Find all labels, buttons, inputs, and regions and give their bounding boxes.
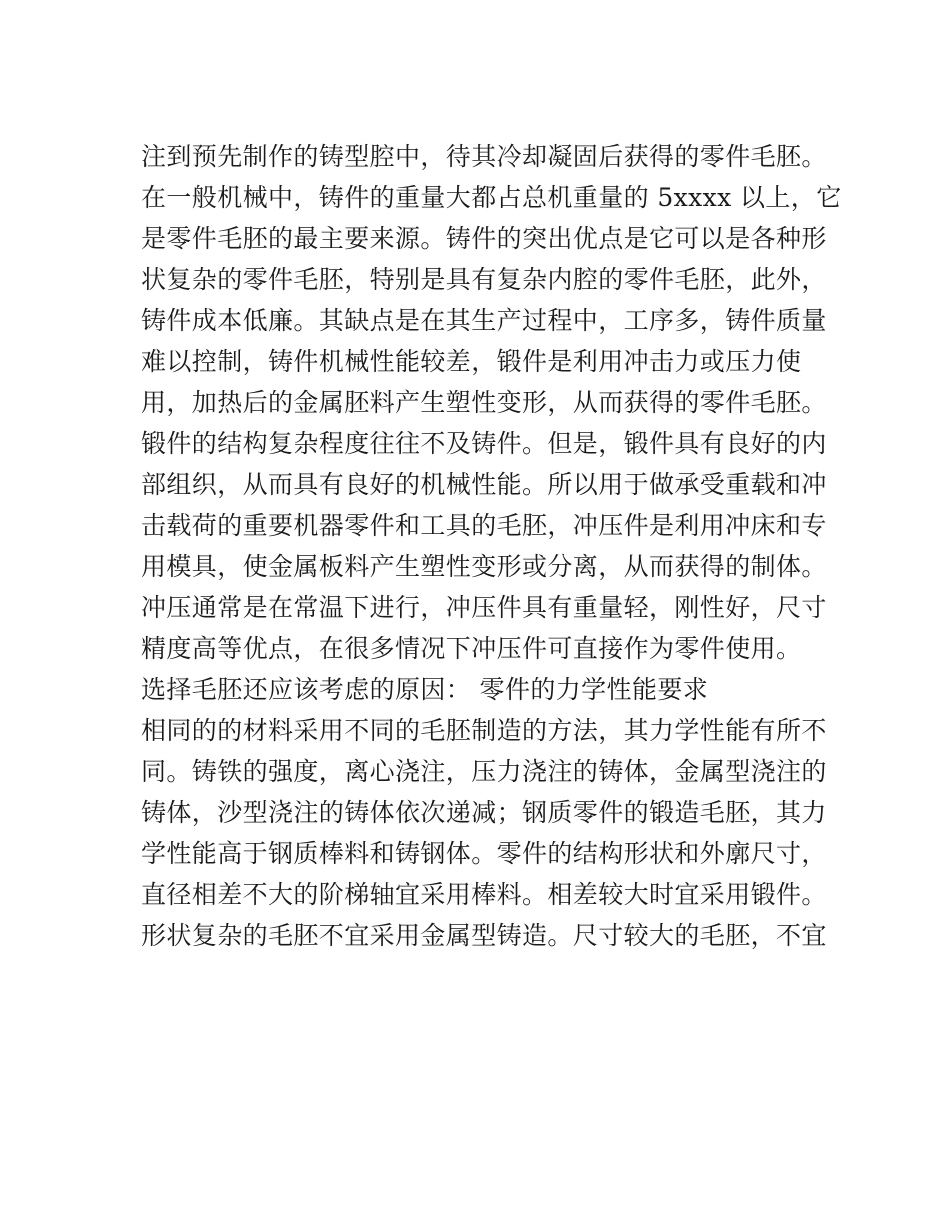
text-line-4: 状复杂的零件毛胚，特别是具有复杂内腔的零件毛胚，此外， — [141, 265, 827, 294]
text-line-2: 在一般机械中，铸件的重量大都占总机重量的 5xxxx 以上，它 — [141, 183, 842, 212]
text-line-11: 用模具，使金属板料产生塑性变形或分离，从而获得的制体。 — [141, 552, 827, 581]
text-line-1: 注到预先制作的铸型腔中，待其冷却凝固后获得的零件毛胚。 — [141, 142, 827, 171]
text-line-3: 是零件毛胚的最主要来源。铸件的突出优点是它可以是各种形 — [141, 224, 827, 253]
text-line-12: 冲压通常是在常温下进行，冲压件具有重量轻，刚性好，尺寸 — [141, 593, 827, 622]
text-line-20: 形状复杂的毛胚不宜采用金属型铸造。尺寸较大的毛胚，不宜 — [141, 921, 827, 950]
body-text — [141, 136, 842, 956]
text-line-5: 铸件成本低廉。其缺点是在其生产过程中，工序多，铸件质量 — [141, 306, 827, 335]
text-line-8: 锻件的结构复杂程度往往不及铸件。但是，锻件具有良好的内 — [141, 429, 827, 458]
text-line-17: 铸体，沙型浇注的铸体依次递减；钢质零件的锻造毛胚，其力 — [141, 798, 827, 827]
text-line-13: 精度高等优点，在很多情况下冲压件可直接作为零件使用。 — [141, 634, 802, 663]
text-line-19: 直径相差不大的阶梯轴宜采用棒料。相差较大时宜采用锻件。 — [141, 880, 827, 909]
text-line-7: 用，加热后的金属胚料产生塑性变形，从而获得的零件毛胚。 — [141, 388, 827, 417]
text-line-9: 部组织，从而具有良好的机械性能。所以用于做承受重载和冲 — [141, 470, 827, 499]
text-line-15: 相同的的材料采用不同的毛胚制造的方法，其力学性能有所不 — [141, 716, 827, 745]
text-line-14: 选择毛胚还应该考虑的原因： 零件的力学性能要求 — [141, 675, 709, 704]
text-line-6: 难以控制，铸件机械性能较差，锻件是利用冲击力或压力使 — [141, 347, 802, 376]
text-line-16: 同。铸铁的强度，离心浇注，压力浇注的铸体，金属型浇注的 — [141, 757, 827, 786]
text-line-10: 击载荷的重要机器零件和工具的毛胚，冲压件是利用冲床和专 — [141, 511, 827, 540]
text-line-18: 学性能高于钢质棒料和铸钢体。零件的结构形状和外廓尺寸， — [141, 839, 827, 868]
